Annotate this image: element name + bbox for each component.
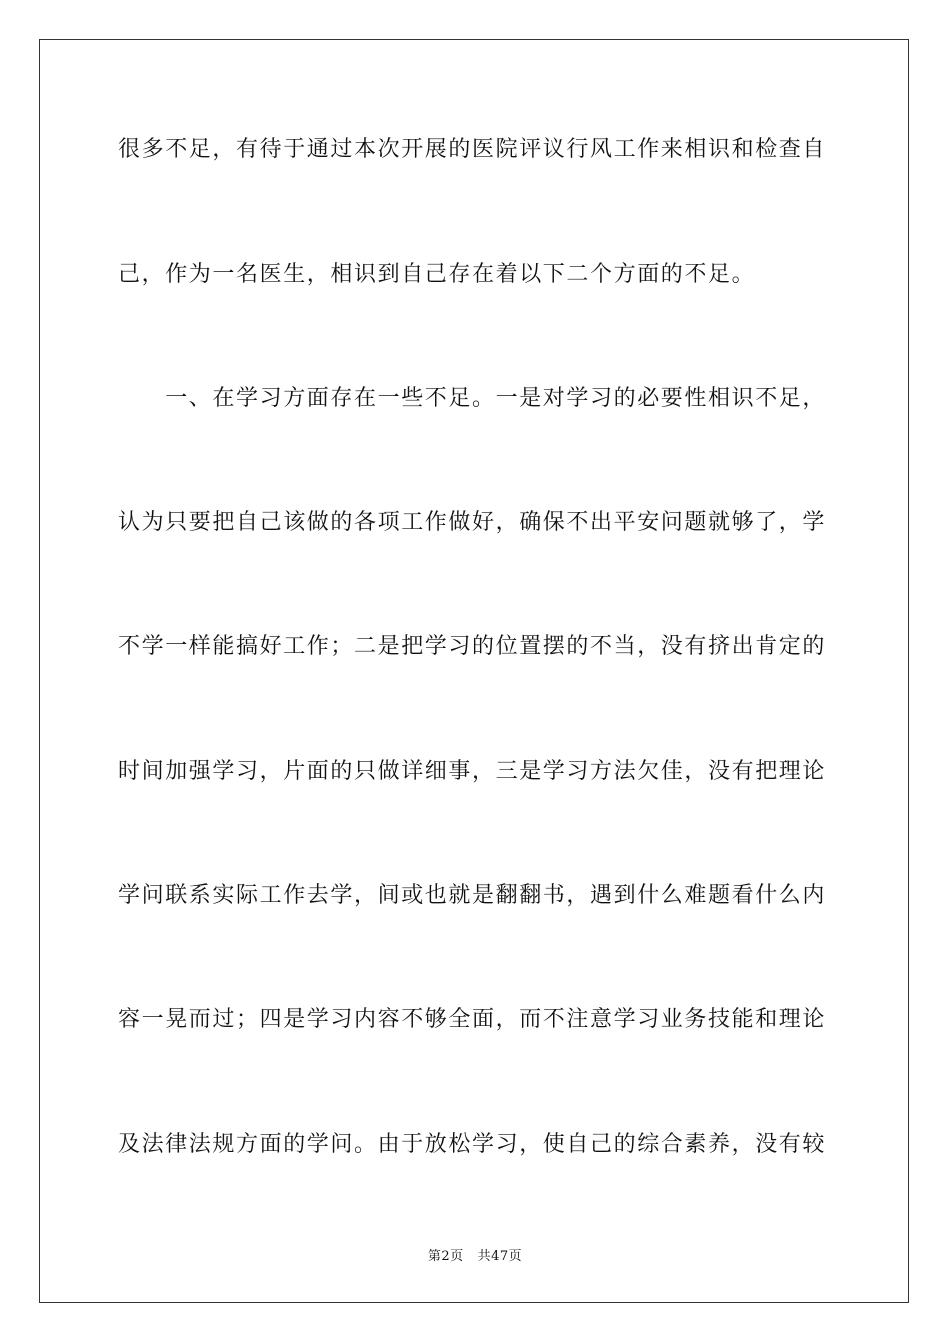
body-text-line: 学问联系实际工作去学，间或也就是翻翻书，遇到什么难题看什么内	[118, 883, 827, 908]
page-border	[39, 39, 909, 1303]
body-text-line: 己，作为一名医生，相识到自己存在着以下二个方面的不足。	[118, 262, 756, 287]
body-text-line: 不学一样能搞好工作；二是把学习的位置摆的不当，没有挤出肯定的	[118, 634, 827, 659]
body-text-line: 时间加强学习，片面的只做详细事，三是学习方法欠佳，没有把理论	[118, 759, 827, 784]
page-number: 第2页	[427, 1249, 464, 1264]
page-total: 共47页	[477, 1249, 523, 1264]
body-text-line: 很多不足，有待于通过本次开展的医院评议行风工作来相识和检查自	[118, 137, 827, 162]
body-text-line: 认为只要把自己该做的各项工作做好，确保不出平安问题就够了，学	[118, 510, 827, 535]
body-text-line: 一、在学习方面存在一些不足。一是对学习的必要性相识不足，	[118, 386, 827, 411]
body-text-line: 及法律法规方面的学问。由于放松学习，使自己的综合素养，没有较	[118, 1132, 827, 1157]
page-footer	[0, 1248, 950, 1266]
body-text-line: 容一晃而过；四是学习内容不够全面，而不注意学习业务技能和理论	[118, 1007, 827, 1032]
